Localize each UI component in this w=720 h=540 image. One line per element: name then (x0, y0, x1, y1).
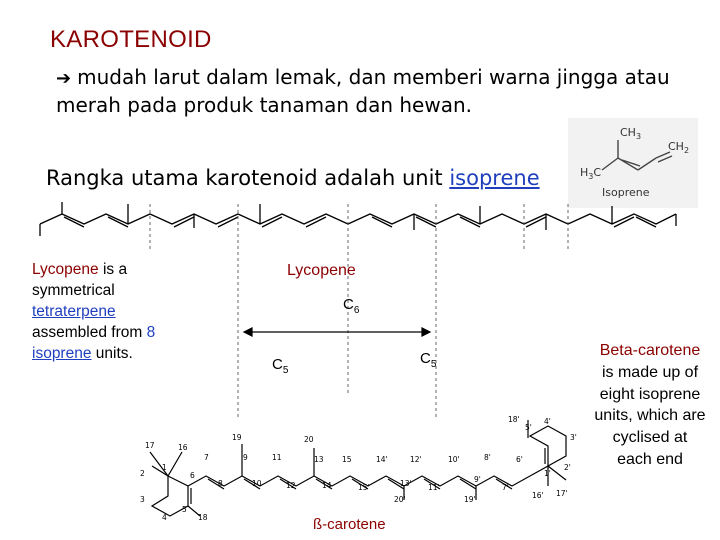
c5-right-label (420, 350, 436, 370)
beta-carotene-skeleton (150, 420, 566, 516)
atom-number: 13 (314, 455, 324, 464)
lycopene-word: Lycopene (32, 261, 99, 278)
beta-carotene-label: ß-carotene (313, 516, 386, 533)
beta-carotene-text: is made up of eight isoprene units, which are cyclised at each end (594, 363, 706, 468)
atom-number: 7' (502, 483, 509, 492)
atom-number: 14 (322, 481, 332, 490)
atom-number: 5' (525, 423, 532, 432)
c5-left-label (272, 356, 288, 376)
atom-number: 11 (272, 453, 282, 462)
page-title: KAROTENOID (50, 26, 212, 53)
ch3-subscript: 3 (635, 132, 642, 141)
atom-number: 10 (252, 479, 262, 488)
ch3-label: CH (620, 126, 636, 139)
beta-carotene-description (594, 340, 706, 471)
atom-number: 20' (394, 495, 406, 504)
bullet-text: mudah larut dalam lemak, dan memberi warna jingga atau merah pada produk tanaman dan hewan. (56, 65, 670, 117)
atom-number: 4 (162, 513, 167, 522)
atom-number: 13' (400, 479, 412, 488)
lycopene-text-1: is a symmetrical (32, 261, 128, 299)
ch2-subscript: 2 (683, 146, 690, 155)
atom-number: 19 (232, 433, 242, 442)
atom-number: 1 (162, 463, 167, 472)
atom-number: 1' (544, 469, 551, 478)
atom-number: 15' (358, 483, 370, 492)
c5-left-main: C (272, 356, 283, 373)
c6-label (343, 296, 359, 316)
c6-subscript: 6 (353, 305, 360, 316)
atom-number: 17' (556, 489, 568, 498)
isoprene-caption: Isoprene (602, 186, 650, 199)
atom-number: 15 (342, 455, 352, 464)
lycopene-text-2: assembled from (32, 324, 147, 341)
h3c-subscript: 3 (588, 172, 594, 181)
atom-number: 2 (140, 469, 145, 478)
c5-left-subscript: 5 (282, 365, 289, 376)
atom-number: 18 (198, 513, 208, 522)
atom-number: 9 (243, 453, 248, 462)
atom-number: 7 (204, 453, 209, 462)
atom-number: 20 (304, 435, 314, 444)
lycopene-label: Lycopene (287, 262, 356, 279)
ch2-label: CH (668, 140, 684, 153)
isoprene-link-small[interactable]: isoprene (32, 345, 92, 362)
atom-number: 12' (410, 455, 422, 464)
tetraterpene-link[interactable]: tetraterpene (32, 303, 116, 320)
atom-number: 16 (178, 443, 188, 452)
atom-number: 8' (484, 453, 491, 462)
h3c-tail: C (593, 166, 602, 179)
atom-number: 8 (218, 479, 223, 488)
h3c-label: H (580, 166, 589, 179)
atom-number: 2' (564, 463, 571, 472)
lycopene-text-3: units. (91, 345, 133, 362)
atom-number: 18' (508, 415, 520, 424)
atom-number: 14' (376, 455, 388, 464)
atom-number: 10' (448, 455, 460, 464)
atom-number: 3 (140, 495, 145, 504)
atom-number: 19' (464, 495, 476, 504)
isoprene-count: 8 (146, 324, 156, 341)
rangka-text: Rangka utama karotenoid adalah unit (46, 166, 450, 190)
lycopene-chain (40, 202, 676, 236)
c5-right-subscript: 5 (430, 359, 437, 370)
c6-main: C (343, 296, 354, 313)
atom-number: 4' (544, 417, 551, 426)
atom-number: 6 (190, 471, 195, 480)
c5-right-main: C (420, 350, 431, 367)
atom-number: 17 (145, 441, 155, 450)
atom-number: 12 (286, 481, 296, 490)
atom-numbers (140, 415, 577, 522)
isoprene-link[interactable]: isoprene (449, 166, 540, 190)
arrow-icon: ➔ (56, 68, 72, 89)
atom-number: 9' (474, 475, 481, 484)
beta-carotene-word: Beta-carotene (599, 342, 701, 359)
atom-number: 16' (532, 491, 544, 500)
lycopene-description (32, 259, 182, 364)
atom-number: 11' (428, 483, 440, 492)
atom-number: 6' (516, 455, 523, 464)
atom-number: 3' (570, 433, 577, 442)
atom-number: 5 (182, 505, 187, 514)
unit-arrows (244, 328, 430, 336)
